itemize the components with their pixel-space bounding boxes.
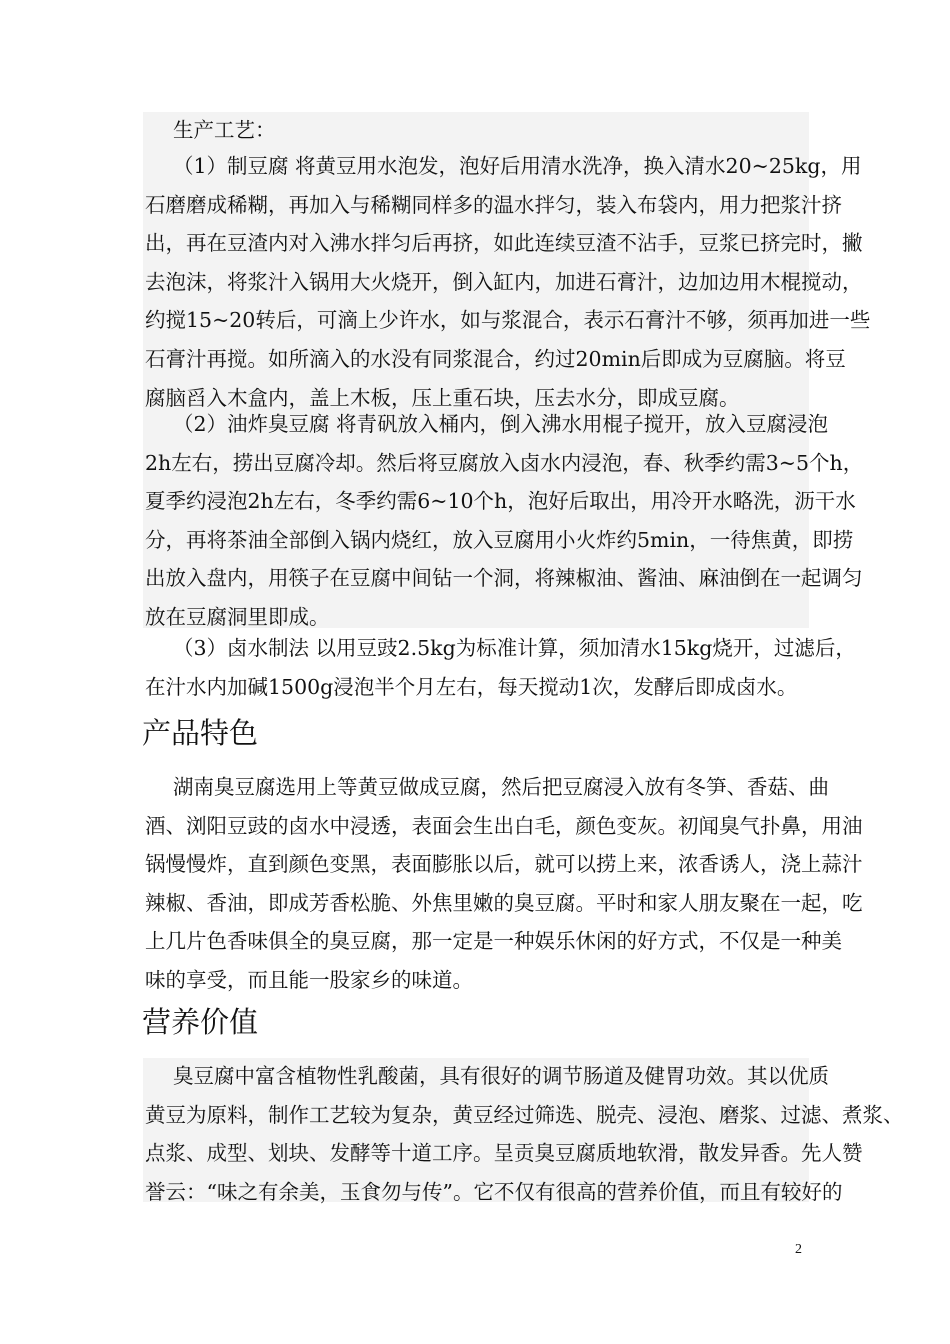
- text-line: 锅慢慢炸，直到颜色变黑，表面膨胀以后，就可以捞上来，浓香诱人，浇上蒜汁: [145, 852, 863, 877]
- page-number: 2: [795, 1242, 802, 1257]
- text-line: （3）卤水制法 以用豆豉2.5kg为标准计算，须加清水15kg烧开，过滤后，: [173, 636, 856, 660]
- text-line: 誉云：“味之有余美，玉食勿与传”。它不仅有很高的营养价值，而且有较好的: [145, 1179, 843, 1204]
- text-line: 出，再在豆渣内对入沸水拌匀后再挤，如此连续豆渣不沾手，豆浆已挤完时，撇: [145, 231, 863, 256]
- text-line: （2）油炸臭豆腐 将青矾放入桶内，倒入沸水用棍子搅开，放入豆腐浸泡: [173, 412, 829, 436]
- text-line: （1）制豆腐 将黄豆用水泡发，泡好后用清水洗净，换入清水20~25kg，用: [173, 154, 862, 178]
- text-line: 分，再将茶油全部倒入锅内烧红，放入豆腐用小火炸约5min，一待焦黄，即捞: [145, 527, 854, 552]
- text-line: 约搅15~20转后，可滴上少许水，如与浆混合，表示石膏汁不够，须再加进一些: [145, 308, 871, 333]
- text-line: 生产工艺：: [173, 118, 276, 142]
- text-line: 石膏汁再搅。如所滴入的水没有同浆混合，约过20min后即成为豆腐脑。将豆: [145, 347, 846, 371]
- text-line: 黄豆为原料，制作工艺较为复杂，黄豆经过筛选、脱壳、浸泡、磨浆、过滤、煮浆、: [145, 1102, 904, 1127]
- text-line: 放在豆腐洞里即成。: [145, 605, 330, 629]
- text-line: 石磨磨成稀糊，再加入与稀糊同样多的温水拌匀，装入布袋内，用力把浆汁挤: [145, 192, 842, 217]
- text-line: 点浆、成型、划块、发酵等十道工序。呈贡臭豆腐质地软滑，散发异香。先人赞: [145, 1141, 863, 1166]
- text-line: 辣椒、香油，即成芳香松脆、外焦里嫩的臭豆腐。平时和家人朋友聚在一起，吃: [145, 890, 863, 915]
- text-line: 臭豆腐中富含植物性乳酸菌，具有很好的调节肠道及健胃功效。其以优质: [173, 1064, 829, 1088]
- section-heading-nutrition: 营养价值: [142, 1005, 259, 1039]
- text-line: 在汁水内加碱1500g浸泡半个月左右，每天搅动1次，发酵后即成卤水。: [145, 674, 798, 699]
- text-line: 夏季约浸泡2h左右，冬季约需6~10个h，泡好后取出，用冷开水略洗，沥干水: [145, 489, 856, 514]
- section-heading-features: 产品特色: [142, 716, 259, 750]
- text-line: 腐脑舀入木盒内，盖上木板，压上重石块，压去水分，即成豆腐。: [145, 385, 740, 410]
- text-line: 去泡沫，将浆汁入锅用大火烧开，倒入缸内，加进石膏汁，边加边用木棍搅动，: [145, 269, 863, 294]
- text-line: 出放入盘内，用筷子在豆腐中间钻一个洞，将辣椒油、酱油、麻油倒在一起调匀: [145, 566, 863, 591]
- text-line: 湖南臭豆腐选用上等黄豆做成豆腐，然后把豆腐浸入放有冬笋、香菇、曲: [173, 775, 829, 799]
- text-line: 上几片色香味俱全的臭豆腐，那一定是一种娱乐休闲的好方式，不仅是一种美: [145, 929, 842, 954]
- text-line: 酒、浏阳豆豉的卤水中浸透，表面会生出白毛，颜色变灰。初闻臭气扑鼻，用油: [145, 813, 863, 838]
- text-line: 味的享受，而且能一股家乡的味道。: [145, 968, 473, 992]
- text-line: 2h左右，捞出豆腐冷却。然后将豆腐放入卤水内浸泡，春、秋季约需3~5个h，: [145, 450, 864, 475]
